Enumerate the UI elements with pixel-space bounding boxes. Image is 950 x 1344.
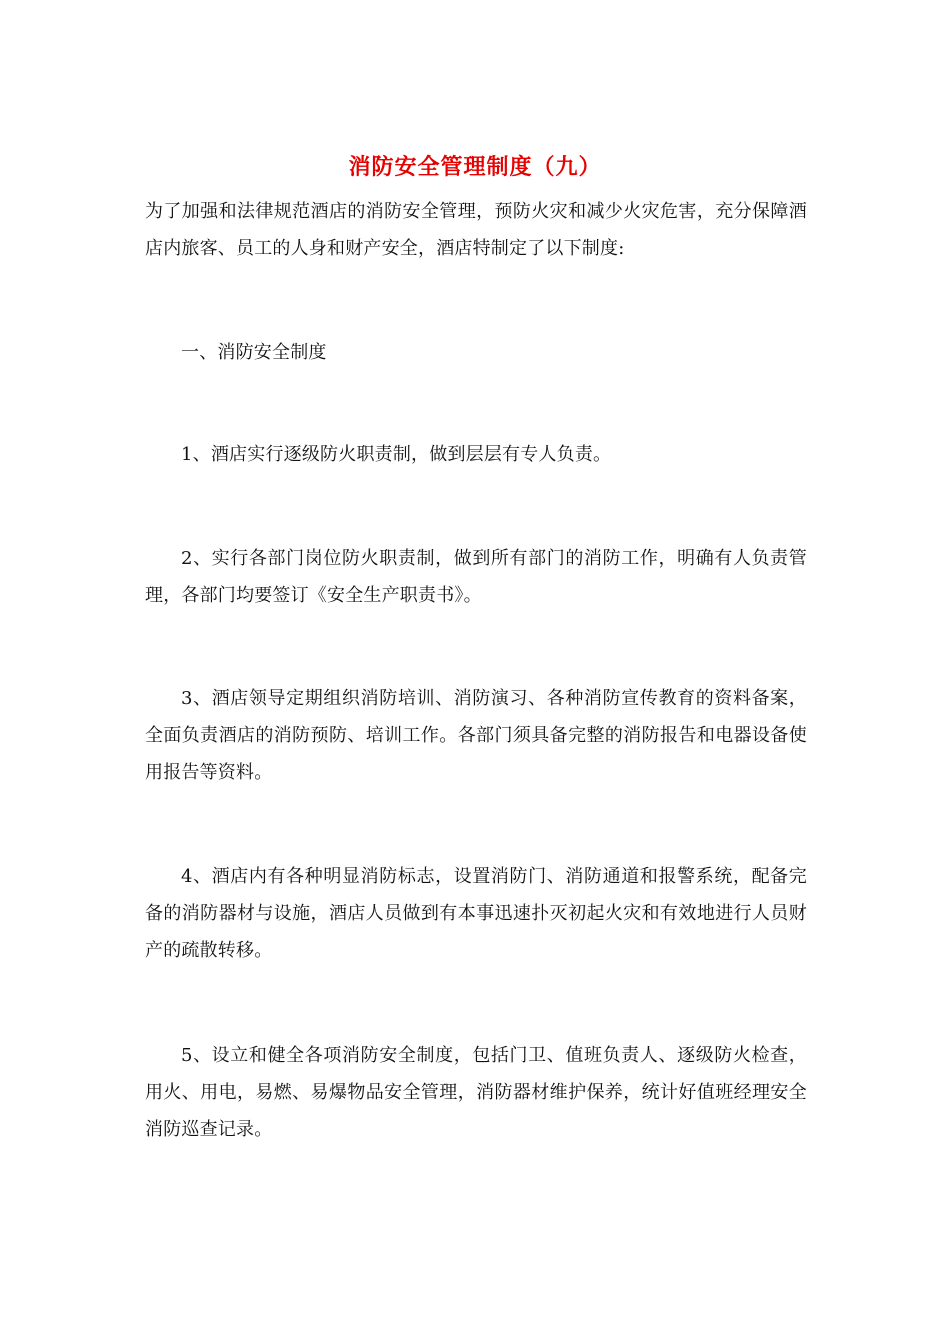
list-item: 3、酒店领导定期组织消防培训、消防演习、各种消防宣传教育的资料备案，全面负责酒店的消防预防、培训工作。各部门须具备完整的消防报告和电器设备使用报告等资料。 [145, 688, 807, 783]
document-title: 消防安全管理制度（九） [348, 154, 602, 180]
list-item: 4、酒店内有各种明显消防标志，设置消防门、消防通道和报警系统，配备完备的消防器材与设施，酒店人员做到有本事迅速扑灭初起火灾和有效地进行人员财产的疏散转移。 [145, 866, 807, 961]
section-heading: 一、消防安全制度 [181, 342, 327, 363]
list-item: 5、设立和健全各项消防安全制度，包括门卫、值班负责人、逐级防火检查，用火、用电，易燃、易爆物品安全管理，消防器材维护保养，统计好值班经理安全消防巡查记录。 [145, 1045, 807, 1140]
list-item: 1、酒店实行逐级防火职责制，做到层层有专人负责。 [181, 444, 612, 465]
list-item: 2、实行各部门岗位防火职责制，做到所有部门的消防工作，明确有人负责管理，各部门均要签订《安全生产职责书》。 [145, 548, 807, 606]
intro-paragraph: 为了加强和法律规范酒店的消防安全管理，预防火灾和减少火灾危害，充分保障酒店内旅客、员工的人身和财产安全，酒店特制定了以下制度: [145, 201, 807, 259]
